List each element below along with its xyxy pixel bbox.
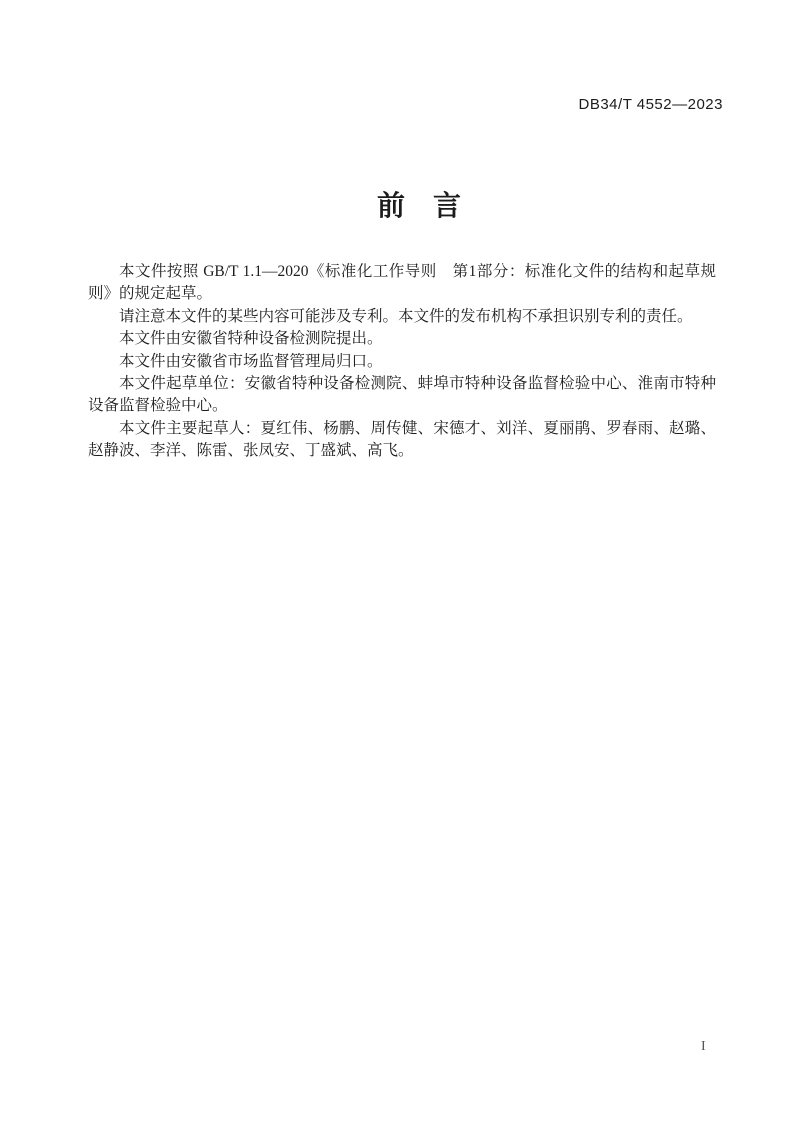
foreword-title: 前 言	[376, 190, 461, 221]
paragraph-proposed-by: 本文件由安徽省特种设备检测院提出。	[119, 330, 383, 348]
paragraph-patent-notice: 请注意本文件的某些内容可能涉及专利。本文件的发布机构不承担识别专利的责任。	[119, 307, 693, 325]
foreword-body	[88, 261, 716, 463]
paragraph-main-drafters: 本文件主要起草人：夏红伟、杨鹏、周传健、宋德才、刘洋、夏丽鹃、罗春雨、赵璐、赵静波、李洋、陈雷、张凤安、丁盛斌、高飞。	[88, 419, 716, 460]
paragraph-administered-by: 本文件由安徽省市场监督管理局归口。	[119, 352, 383, 370]
standard-code: DB34/T 4552—2023	[578, 96, 723, 113]
paragraph-drafting-organizations: 本文件起草单位：安徽省特种设备检测院、蚌埠市特种设备监督检验中心、淮南市特种设备监督检验中心。	[88, 375, 716, 415]
paragraph-drafting-rules: 本文件按照 GB/T 1.1—2020《标准化工作导则 第1部分：标准化文件的结构和起草规则》的规定起草。	[88, 263, 716, 303]
page-number: I	[701, 1039, 706, 1054]
